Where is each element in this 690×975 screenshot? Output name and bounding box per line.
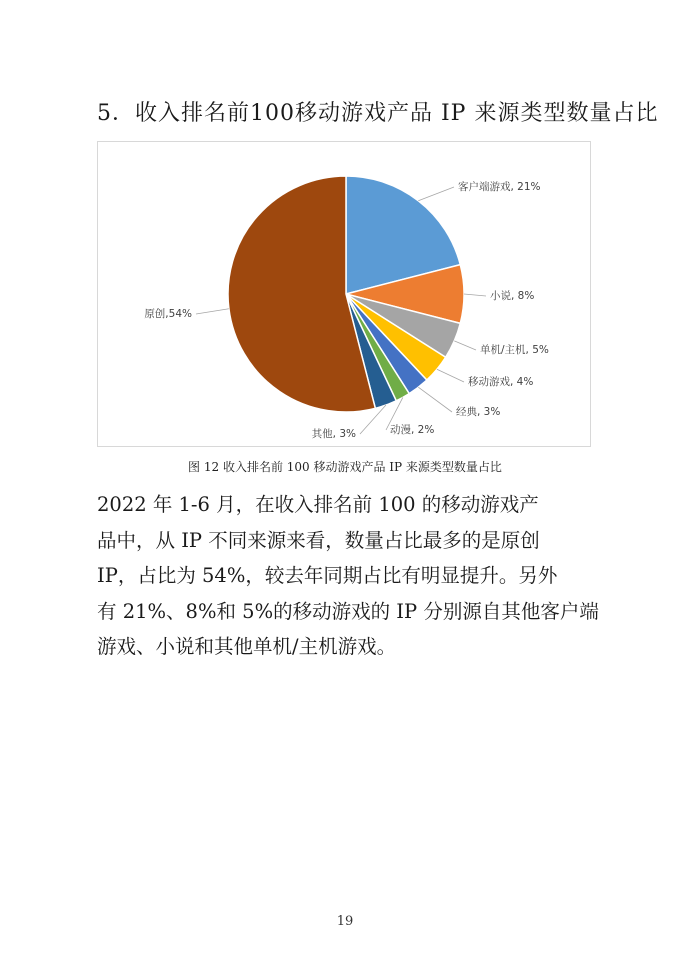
slice-label: 原创,54%: [144, 308, 192, 320]
paragraph-line: 有 21%、8%和 5%的移动游戏的 IP 分别源自其他客户端: [97, 599, 599, 623]
paragraph-line: IP，占比为 54%，较去年同期占比有明显提升。另外: [97, 564, 558, 587]
body-paragraph: [97, 487, 597, 665]
paragraph-line: 游戏、小说和其他单机/主机游戏。: [97, 635, 397, 658]
slice-label: 其他, 3%: [311, 428, 356, 440]
slice-label: 经典, 3%: [456, 406, 501, 418]
slice-label: 客户端游戏, 21%: [458, 181, 541, 193]
slice-label: 小说, 8%: [490, 290, 535, 302]
leader-line: [196, 309, 229, 314]
slice-label: 动漫, 2%: [390, 424, 435, 436]
leader-line: [418, 387, 452, 412]
pie-chart-svg: [98, 142, 592, 448]
paragraph-line: 2022 年 1-6 月，在收入排名前 100 的移动游戏产: [97, 493, 539, 516]
page-number: 19: [336, 914, 354, 929]
slice-label: 单机/主机, 5%: [480, 344, 549, 356]
pie-chart: [97, 141, 591, 447]
figure-caption: 图 12 收入排名前 100 移动游戏产品 IP 来源类型数量占比: [188, 460, 502, 474]
slice-label: 移动游戏, 4%: [468, 376, 534, 388]
leader-line: [418, 187, 454, 201]
leader-line: [454, 341, 476, 350]
leader-line: [437, 369, 464, 382]
leader-line: [464, 294, 486, 296]
section-heading: 5．收入排名前100移动游戏产品 IP 来源类型数量占比: [97, 101, 659, 126]
paragraph-line: 品中，从 IP 不同来源来看，数量占比最多的是原创: [97, 528, 540, 552]
